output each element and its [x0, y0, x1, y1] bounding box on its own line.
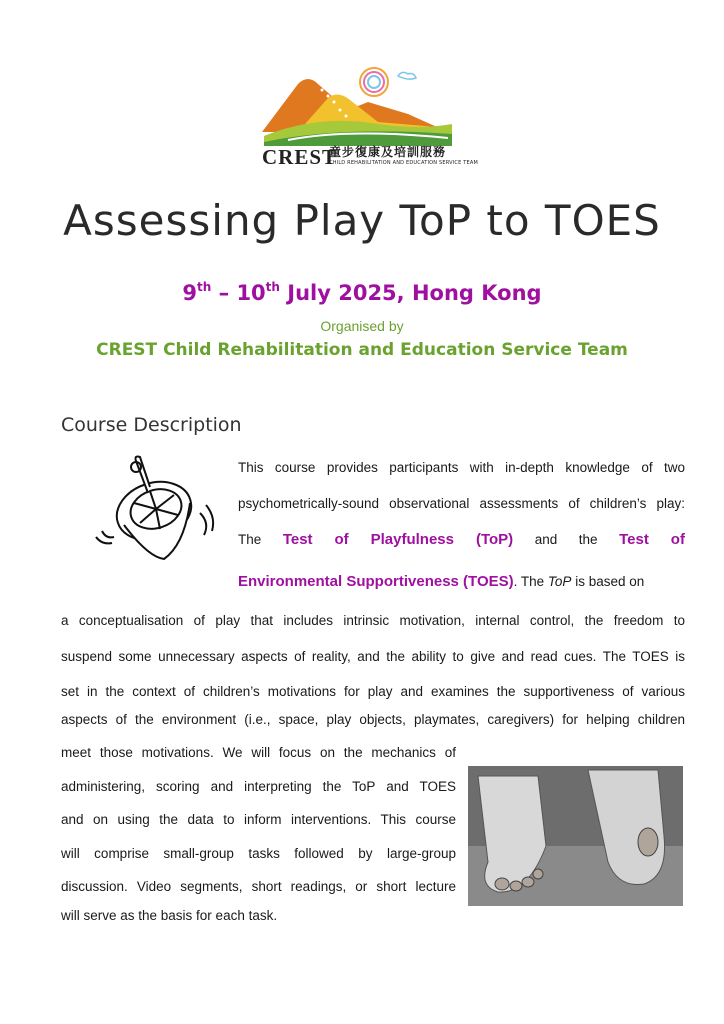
child-feet-photo	[468, 766, 683, 906]
paragraph-line-5: a conceptualisation of play that includes intrinsic motivation, internal control, the freedom to	[61, 613, 685, 628]
section-heading: Course Description	[61, 414, 242, 436]
paragraph-line-13: discussion. Video segments, short readings, or short lecture	[61, 879, 456, 894]
logo-chinese-name: 童步復康及培訓服務	[329, 145, 447, 159]
toes-test-name-part1: Test of	[619, 531, 685, 548]
end-day-suffix: th	[265, 280, 280, 294]
start-day-suffix: th	[197, 280, 212, 294]
text-is-based-on: is based on	[575, 574, 645, 589]
paragraph-line-8: aspects of the environment (i.e., space, play objects, playmates, caregivers) for helping children	[61, 712, 685, 727]
spinning-top-icon	[88, 453, 220, 563]
end-day: 10	[236, 281, 266, 305]
paragraph-line-1: This course provides participants with in-depth knowledge of two	[238, 460, 685, 475]
organised-by-label: Organised by	[320, 318, 404, 334]
start-day: 9	[182, 281, 198, 305]
date-dash: –	[211, 281, 237, 305]
paragraph-line-14: will serve as the basis for each task.	[61, 908, 278, 923]
page-title: Assessing Play ToP to TOES	[63, 196, 661, 245]
organiser-name: CREST Child Rehabilitation and Education Service Team	[96, 340, 628, 360]
paragraph-line-4	[238, 572, 685, 592]
event-dates	[0, 281, 724, 305]
top-italic: ToP	[547, 574, 572, 589]
paragraph-line-10: administering, scoring and interpreting the ToP and TOES	[61, 779, 456, 794]
text-the: The	[238, 532, 262, 547]
paragraph-line-12: will comprise small-group tasks followed by large-group	[61, 846, 456, 861]
text-and-the: and the	[534, 532, 598, 547]
top-test-name: Test of Playfulness (ToP)	[282, 531, 514, 548]
paragraph-line-7: set in the context of children’s motivations for play and examines the supportiveness of various	[61, 684, 685, 699]
toes-test-name-part2: Environmental Supportiveness (TOES)	[238, 573, 514, 590]
paragraph-line-2: psychometrically-sound observational assessments of children’s play:	[238, 496, 685, 511]
date-location: July 2025, Hong Kong	[279, 281, 542, 305]
paragraph-line-3	[238, 530, 685, 550]
paragraph-line-11: and on using the data to inform interventions. This course	[61, 812, 456, 827]
logo-wordmark: CREST	[262, 145, 338, 169]
logo-english-name: CHILD REHABILITATION AND EDUCATION SERVICE TEAM	[329, 160, 479, 166]
paragraph-line-9: meet those motivations. We will focus on the mechanics of	[61, 745, 456, 760]
text-period-the: . The	[513, 574, 545, 589]
paragraph-line-6: suspend some unnecessary aspects of reality, and the ability to give and read cues. The TOES is	[61, 649, 685, 664]
